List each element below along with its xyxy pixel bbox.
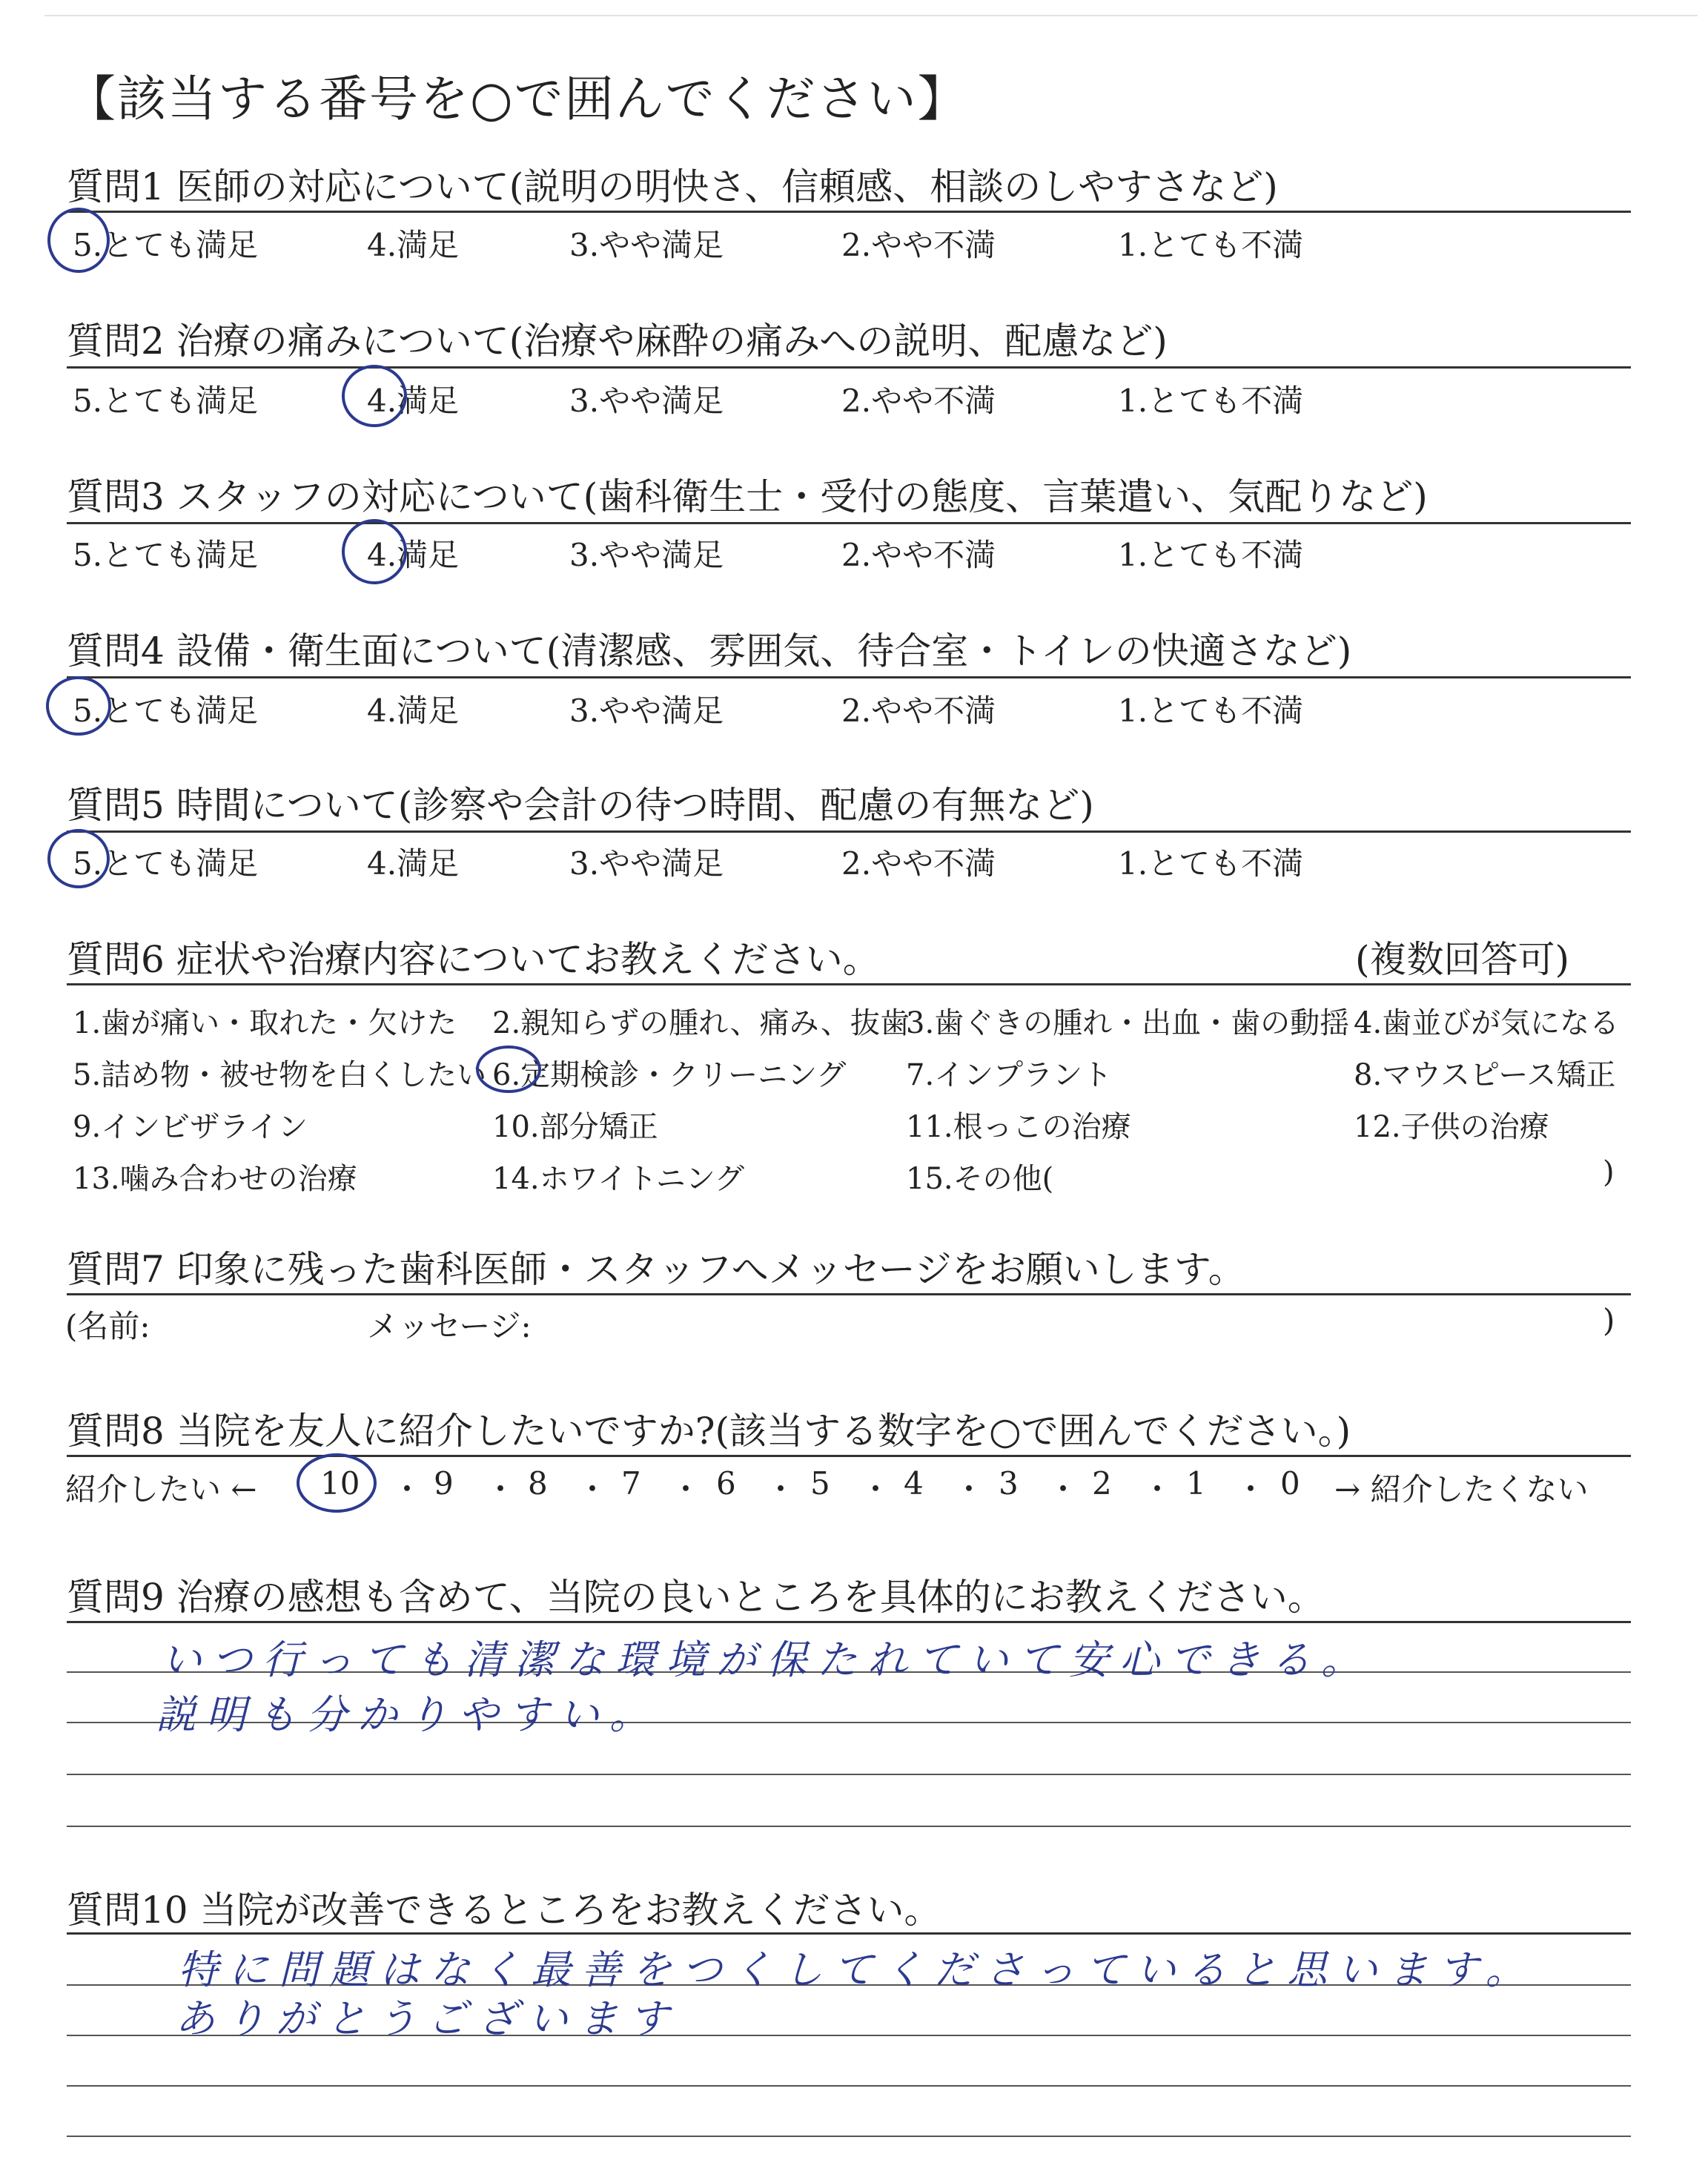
q8-left-label: 紹介したい ←: [65, 1471, 257, 1507]
question-1-title: 質問1 医師の対応について(説明の明快さ、信頼感、相談のしやすさなど): [67, 165, 1278, 208]
q4-option-2[interactable]: 2.やや不満: [841, 693, 996, 729]
q2-option-1[interactable]: 1.とても不満: [1118, 383, 1304, 419]
q8-dot: ・: [765, 1471, 797, 1507]
survey-heading: 【該当する番号を○で囲んでください】: [67, 70, 968, 128]
q8-right-label: → 紹介したくない: [1334, 1471, 1589, 1507]
q2-option-5[interactable]: 5.とても満足: [73, 383, 259, 419]
q3-option-4[interactable]: 4.満足: [367, 537, 460, 573]
q4-option-3[interactable]: 3.やや満足: [569, 693, 724, 729]
question-3-title: 質問3 スタッフの対応について(歯科衛生士・受付の態度、言葉遣い、気配りなど): [67, 475, 1428, 518]
question-5-title: 質問5 時間について(診察や会計の待つ時間、配慮の有無など): [67, 784, 1094, 827]
question-10-title: 質問10 当院が改善できるところをお教えください。: [67, 1889, 941, 1932]
q8-dot: ・: [1142, 1471, 1174, 1507]
q6-option-15[interactable]: 15.その他(: [906, 1162, 1054, 1196]
q6-option-3[interactable]: 3.歯ぐきの腫れ・出血・歯の動揺: [906, 1006, 1350, 1040]
q6-other-close: ): [1603, 1155, 1615, 1189]
q9-answer-line-2[interactable]: 説明も分かりやすい。: [156, 1691, 660, 1738]
q10-answer-line-1[interactable]: 特に問題はなく最善をつくしてくださっていると思います。: [178, 1946, 1536, 1993]
q2-option-4[interactable]: 4.満足: [367, 383, 460, 419]
question-2-rule: [67, 366, 1631, 369]
answer-line: [67, 2136, 1631, 2137]
question-10-rule: [67, 1932, 1631, 1935]
q8-value-9[interactable]: 9: [434, 1465, 454, 1502]
q8-value-2[interactable]: 2: [1092, 1465, 1112, 1502]
answer-line: [67, 2085, 1631, 2087]
q1-option-5[interactable]: 5.とても満足: [73, 227, 259, 263]
q6-option-9[interactable]: 9.インビザライン: [73, 1110, 308, 1144]
question-1-rule: [67, 211, 1631, 213]
q6-option-2[interactable]: 2.親知らずの腫れ、痛み、抜歯: [492, 1006, 910, 1040]
q6-option-10[interactable]: 10.部分矯正: [492, 1110, 658, 1144]
q8-value-6[interactable]: 6: [716, 1465, 736, 1502]
q6-option-1[interactable]: 1.歯が痛い・取れた・欠けた: [73, 1006, 457, 1040]
q9-answer-line-1[interactable]: いつ行っても清潔な環境が保たれていて安心できる。: [162, 1636, 1371, 1683]
q8-dot: ・: [391, 1471, 423, 1507]
q2-option-3[interactable]: 3.やや満足: [569, 383, 724, 419]
question-4-rule: [67, 676, 1631, 678]
q10-answer-line-2[interactable]: ありがとうございます: [175, 1995, 679, 2042]
q5-option-4[interactable]: 4.満足: [367, 845, 460, 882]
q6-option-8[interactable]: 8.マウスピース矯正: [1354, 1058, 1616, 1092]
question-6-note: (複数回答可): [1355, 938, 1570, 981]
scan-edge: [44, 15, 1698, 16]
q4-option-5[interactable]: 5.とても満足: [73, 693, 259, 729]
q4-option-1[interactable]: 1.とても不満: [1118, 693, 1304, 729]
q1-option-3[interactable]: 3.やや満足: [569, 227, 724, 263]
answer-line: [67, 1774, 1631, 1775]
question-8-title: 質問8 当院を友人に紹介したいですか?(該当する数字を○で囲んでください。): [67, 1410, 1351, 1453]
q5-option-3[interactable]: 3.やや満足: [569, 845, 724, 882]
question-9-title: 質問9 治療の感想も含めて、当院の良いところを具体的にお教えください。: [67, 1576, 1325, 1619]
q1-option-1[interactable]: 1.とても不満: [1118, 227, 1304, 263]
q8-dot: ・: [485, 1471, 517, 1507]
q8-dot: ・: [670, 1471, 702, 1507]
question-7-rule: [67, 1293, 1631, 1295]
question-8-rule: [67, 1455, 1631, 1457]
q6-option-13[interactable]: 13.噛み合わせの治療: [73, 1162, 357, 1196]
question-2-title: 質問2 治療の痛みについて(治療や麻酔の痛みへの説明、配慮など): [67, 320, 1168, 363]
q8-value-10[interactable]: 10: [320, 1465, 360, 1502]
q1-option-2[interactable]: 2.やや不満: [841, 227, 996, 263]
question-3-rule: [67, 522, 1631, 524]
q3-option-1[interactable]: 1.とても不満: [1118, 537, 1304, 573]
question-5-rule: [67, 830, 1631, 833]
q7-message-label[interactable]: メッセージ:: [367, 1308, 532, 1344]
q3-option-5[interactable]: 5.とても満足: [73, 537, 259, 573]
question-4-title: 質問4 設備・衛生面について(清潔感、雰囲気、待合室・トイレの快適さなど): [67, 630, 1352, 673]
q8-value-7[interactable]: 7: [621, 1465, 641, 1502]
question-7-title: 質問7 印象に残った歯科医師・スタッフへメッセージをお願いします。: [67, 1248, 1245, 1291]
q5-option-2[interactable]: 2.やや不満: [841, 845, 996, 882]
q8-dot: ・: [953, 1471, 985, 1507]
q3-option-3[interactable]: 3.やや満足: [569, 537, 724, 573]
q8-value-3[interactable]: 3: [999, 1465, 1019, 1502]
q6-option-7[interactable]: 7.インプラント: [906, 1058, 1113, 1092]
q5-option-1[interactable]: 1.とても不満: [1118, 845, 1304, 882]
q7-close: ): [1603, 1302, 1615, 1338]
q8-dot: ・: [860, 1471, 892, 1507]
q6-option-4[interactable]: 4.歯並びが気になる: [1354, 1006, 1620, 1040]
question-6-title: 質問6 症状や治療内容についてお教えください。: [67, 938, 880, 981]
q8-dot: ・: [577, 1471, 609, 1507]
q5-option-5[interactable]: 5.とても満足: [73, 845, 259, 882]
q6-option-5[interactable]: 5.詰め物・被せ物を白くしたい: [73, 1058, 487, 1092]
q6-option-12[interactable]: 12.子供の治療: [1354, 1110, 1549, 1144]
q3-option-2[interactable]: 2.やや不満: [841, 537, 996, 573]
q8-dot: ・: [1235, 1471, 1267, 1507]
q8-value-1[interactable]: 1: [1186, 1465, 1206, 1502]
q4-option-4[interactable]: 4.満足: [367, 693, 460, 729]
q8-value-4[interactable]: 4: [904, 1465, 924, 1502]
answer-line: [67, 1826, 1631, 1827]
question-9-rule: [67, 1621, 1631, 1623]
q8-dot: ・: [1047, 1471, 1079, 1507]
q6-option-6[interactable]: 6.定期検診・クリーニング: [492, 1058, 847, 1092]
q1-option-4[interactable]: 4.満足: [367, 227, 460, 263]
q6-option-14[interactable]: 14.ホワイトニング: [492, 1162, 745, 1196]
q7-name-label[interactable]: (名前:: [65, 1308, 150, 1344]
q6-option-11[interactable]: 11.根っこの治療: [906, 1110, 1131, 1144]
q8-value-0[interactable]: 0: [1280, 1465, 1300, 1502]
q2-option-2[interactable]: 2.やや不満: [841, 383, 996, 419]
q8-value-5[interactable]: 5: [810, 1465, 830, 1502]
question-6-rule: [67, 983, 1631, 985]
q8-value-8[interactable]: 8: [528, 1465, 548, 1502]
